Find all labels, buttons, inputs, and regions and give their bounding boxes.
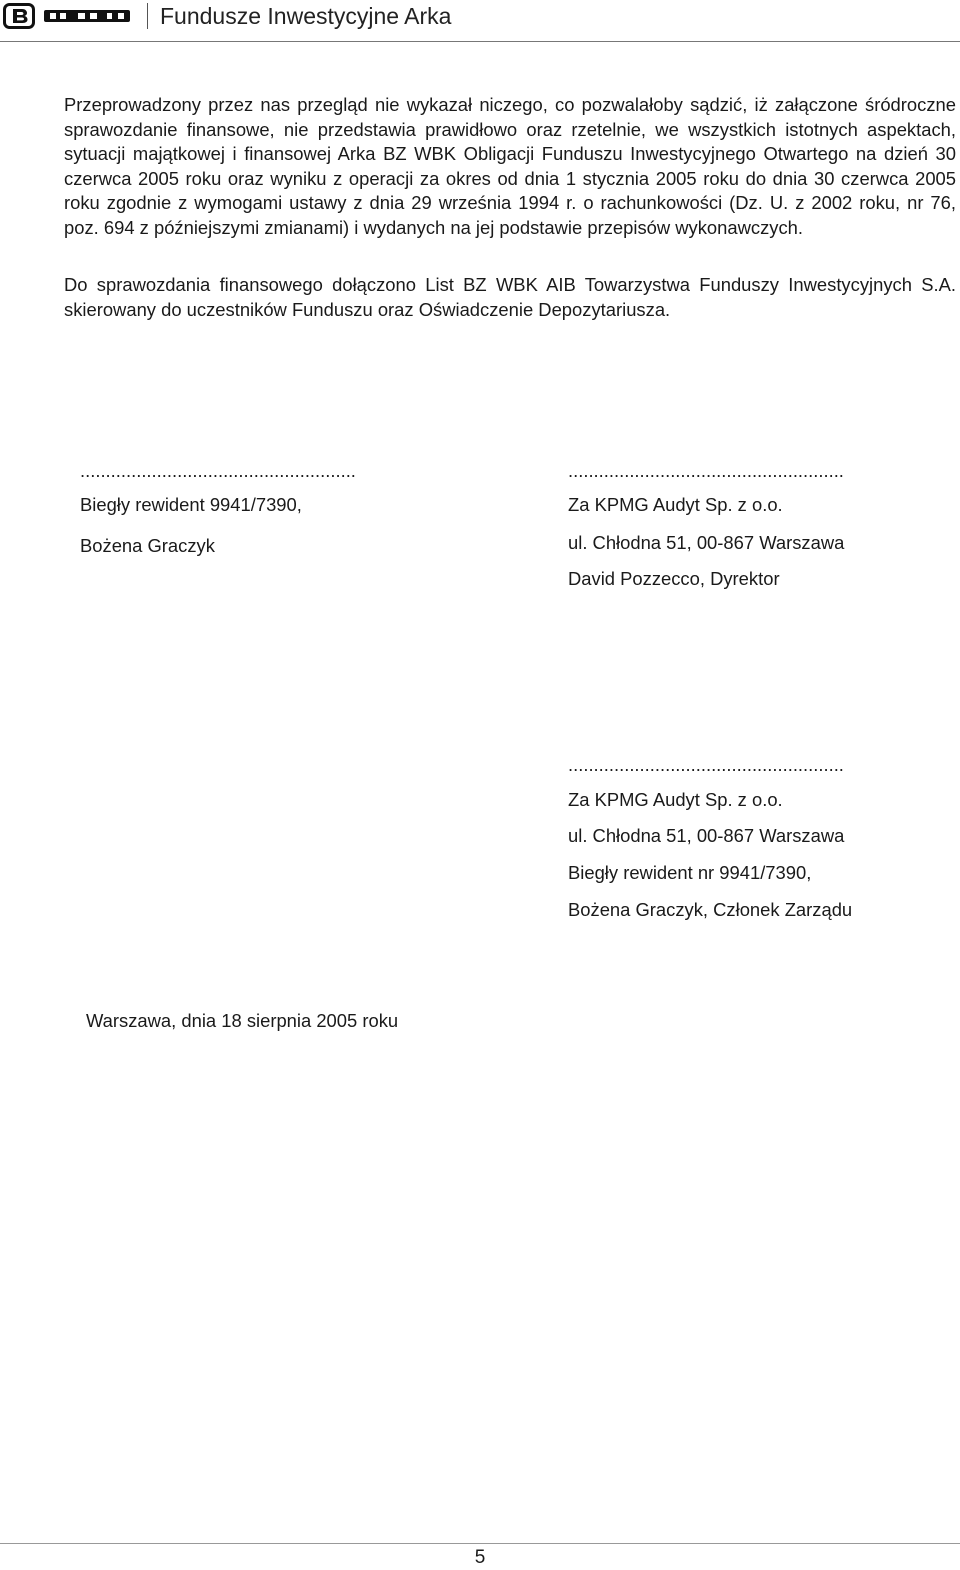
signature-company: Za KPMG Audyt Sp. z o.o.: [568, 789, 783, 810]
signature-dots: ......................................................: [568, 754, 844, 775]
page-header: [0, 0, 960, 44]
bz-logo-icon: [3, 3, 35, 29]
review-conclusion-paragraph: Przeprowadzony przez nas przegląd nie wykazał niczego, co pozwalałoby sądzić, iż załączone śródroczne sprawozdanie finansowe, nie przedstawia prawidłowo oraz rzetelnie, we wszystkich istotnych aspektach, sytuacji majątkowej i finansowej Arka BZ WBK Obligacji Funduszu Inwestycyjnego Otwartego na dzień 30 czerwca 2005 roku oraz wyniku z operacji za okres od dnia 1 stycznia 2005 roku do dnia 30 czerwca 2005 roku zgodnie z wymogami ustawy z dnia 29 września 1994 r. o rachunkowości (Dz. U. z 2002 roku, nr 76, poz. 694 z późniejszymi zmianami) i wydanych na jej podstawie przepisów wykonawczych.: [64, 94, 956, 238]
signature-address: ul. Chłodna 51, 00-867 Warszawa: [568, 532, 845, 553]
place-date: Warszawa, dnia 18 sierpnia 2005 roku: [86, 1010, 399, 1031]
signature-company: Za KPMG Audyt Sp. z o.o.: [568, 494, 783, 515]
signature-auditor-name: Bożena Graczyk: [80, 535, 215, 556]
page-number: 5: [474, 1547, 486, 1568]
header-divider: [147, 3, 148, 29]
signature-address: ul. Chłodna 51, 00-867 Warszawa: [568, 825, 845, 846]
footer-rule: [0, 1543, 960, 1544]
signature-auditor-number: Biegły rewident 9941/7390,: [80, 494, 302, 515]
page-title: Fundusze Inwestycyjne Arka: [160, 3, 452, 29]
signature-auditor-number: Biegły rewident nr 9941/7390,: [568, 862, 812, 883]
wbk-logo-icon: [44, 7, 130, 25]
header-rule: [0, 41, 960, 42]
attachments-paragraph: Do sprawozdania finansowego dołączono List BZ WBK AIB Towarzystwa Funduszy Inwestycyjnych S.A. skierowany do uczestników Funduszu oraz Oświadczenie Depozytariusza.: [64, 274, 956, 320]
signature-dots: ......................................................: [568, 460, 844, 481]
signature-dots: ......................................................: [80, 460, 356, 481]
signature-auditor-name: Bożena Graczyk, Członek Zarządu: [568, 899, 853, 920]
signature-director: David Pozzecco, Dyrektor: [568, 568, 780, 589]
